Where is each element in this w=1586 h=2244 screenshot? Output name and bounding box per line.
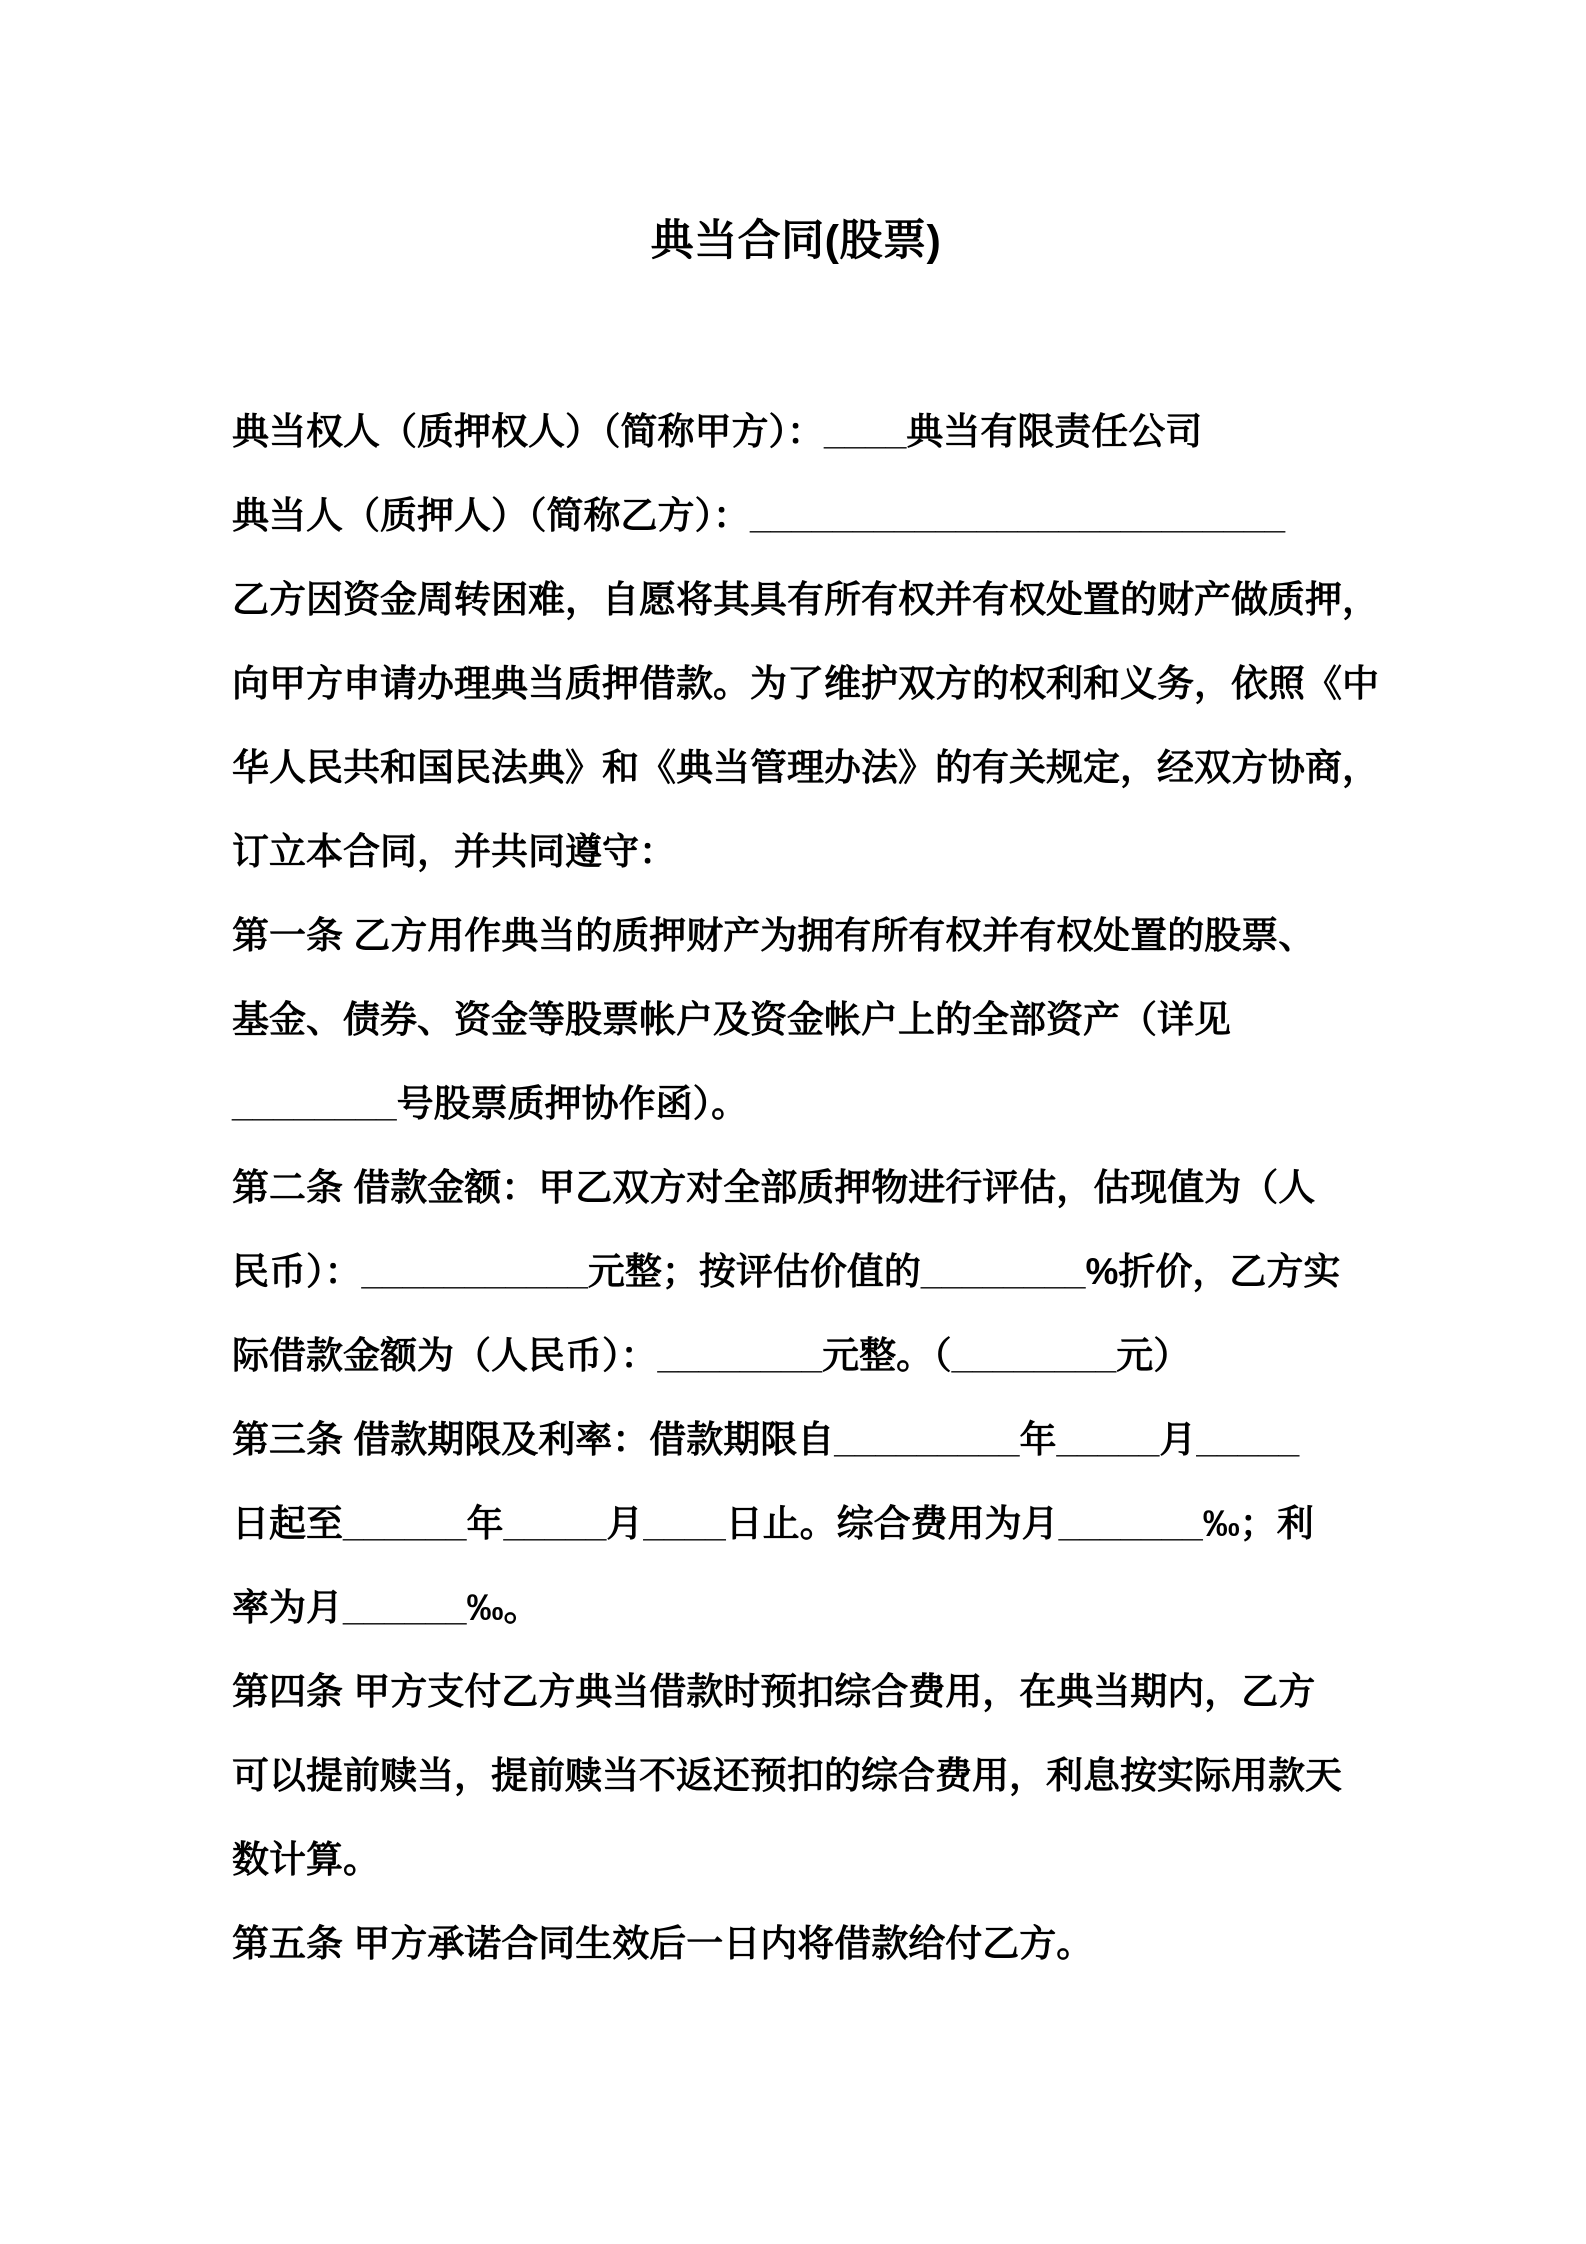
clause-4-line-1: 第四条 甲方支付乙方典当借款时预扣综合费用，在典当期内，乙方 (232, 1671, 1316, 1713)
clause-3-line-2: 日起至______年_____月____日止。综合费用为月_______‰；利 (232, 1503, 1314, 1545)
preamble-line-2: 向甲方申请办理典当质押借款。为了维护双方的权利和义务，依照《中 (232, 663, 1379, 705)
clause-2-line-1: 第二条 借款金额：甲乙双方对全部质押物进行评估，估现值为（人 (232, 1167, 1316, 1209)
clause-4-line-3: 数计算。 (232, 1839, 380, 1881)
party-b-line: 典当人（质押人）（简称乙方）：__________________________ (232, 495, 1286, 537)
clause-2-line-2: 民币）：___________元整；按评估价值的________%折价，乙方实 (232, 1251, 1341, 1293)
clause-2-line-3: 际借款金额为（人民币）：________元整。（________元） (232, 1335, 1191, 1377)
clause-4-line-2: 可以提前赎当，提前赎当不返还预扣的综合费用，利息按实际用款天 (232, 1755, 1342, 1797)
clause-1-line-1: 第一条 乙方用作典当的质押财产为拥有所有权并有权处置的股票、 (232, 915, 1316, 957)
preamble-line-3: 华人民共和国民法典》和《典当管理办法》的有关规定，经双方协商， (232, 747, 1379, 789)
party-a-line: 典当权人（质押权人）（简称甲方）：____典当有限责任公司 (232, 411, 1203, 453)
clause-1-line-3: ________号股票质押协作函）。 (232, 1083, 749, 1125)
document-body (232, 390, 1379, 1986)
clause-3-line-3: 率为月______‰。 (232, 1587, 541, 1629)
clause-3-line-1: 第三条 借款期限及利率：借款期限自_________年_____月_____ (232, 1419, 1300, 1461)
preamble-line-1: 乙方因资金周转困难，自愿将其具有所有权并有权处置的财产做质押， (232, 579, 1379, 621)
document-title: 典当合同(股票) (650, 217, 942, 265)
clause-1-line-2: 基金、债券、资金等股票帐户及资金帐户上的全部资产（详见 (232, 999, 1231, 1041)
preamble-line-4: 订立本合同，并共同遵守： (232, 831, 676, 873)
clause-5-line-1: 第五条 甲方承诺合同生效后一日内将借款给付乙方。 (232, 1923, 1094, 1965)
